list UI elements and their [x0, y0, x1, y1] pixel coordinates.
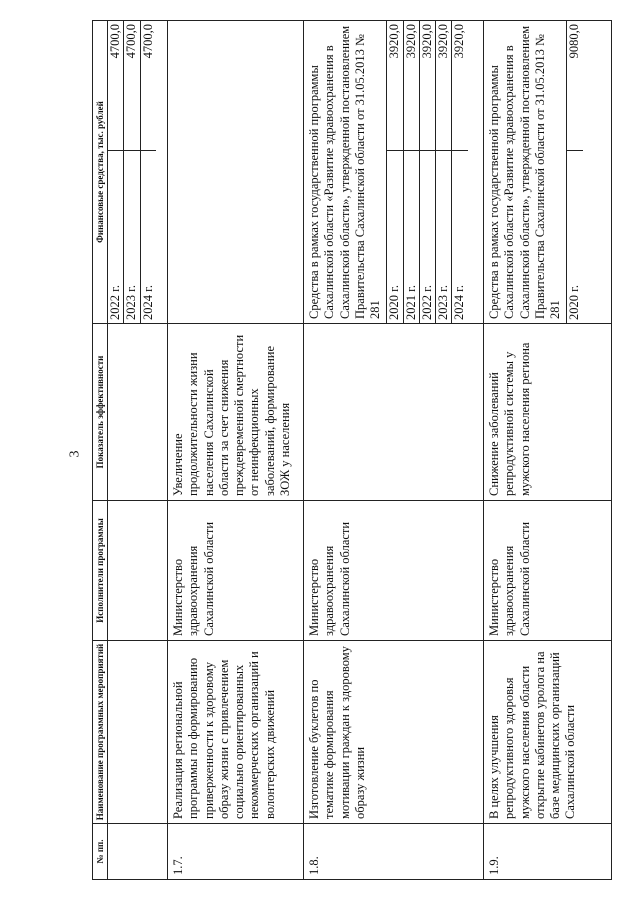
year-amount: 4700,0	[124, 21, 140, 150]
cell-finance	[108, 21, 168, 324]
finance-source-text: Средства в рамках государственной программы Сахалинской области «Развитие здравоохранения в Сахалинской области», утвержденной постановлением Правительства Сахалинской области от 31.05.2013 № 281	[487, 25, 562, 319]
cell-finance	[484, 21, 612, 324]
year-label: 2020 г.	[387, 150, 403, 323]
header-executor: Исполнители программы	[93, 501, 108, 641]
cell-finance	[168, 21, 304, 324]
year-label: 2024 г.	[140, 150, 156, 323]
cell-executor: Министерство здравоохранения Сахалинской области	[304, 501, 484, 641]
finance-year-row	[108, 21, 124, 323]
cell-executor	[108, 501, 168, 641]
year-amount: 3920,0	[387, 24, 402, 59]
table-row	[484, 21, 612, 880]
finance-source-text: Средства в рамках государственной программы Сахалинской области «Развитие здравоохранения в Сахалинской области», утвержденной постановлением Правительства Сахалинской области от 31.05.2013 № 281	[307, 25, 382, 319]
cell-name: В целях улучшения репродуктивного здоровья мужского населения области открытие кабинетов уролога на базе медицинских организаций Сахалинской области	[484, 641, 612, 824]
cell-num: 1.8.	[304, 824, 484, 880]
program-table	[92, 20, 612, 880]
year-amount: 3920,0	[436, 21, 452, 150]
year-amount: 9080,0	[567, 24, 582, 59]
page-number: 3	[67, 450, 83, 458]
header-num: № пп.	[93, 824, 108, 880]
finance-year-row	[436, 21, 452, 323]
finance-years	[566, 21, 582, 323]
year-label: 2023 г.	[436, 150, 452, 323]
cell-num: 1.9.	[484, 824, 612, 880]
year-amount: 4700,0	[108, 24, 122, 59]
cell-finance	[304, 21, 484, 324]
finance-year-row	[452, 21, 468, 323]
finance-year-row	[124, 21, 140, 323]
cell-executor: Министерство здравоохранения Сахалинской области	[484, 501, 612, 641]
cell-indicator: Увеличение продолжительности жизни населения Сахалинской области за счет снижения преждевременной смертности от неинфекционных заболеваний, формирование ЗОЖ у населения	[168, 324, 304, 501]
finance-years	[386, 21, 467, 323]
header-name: Наименование программных мероприятий	[93, 641, 108, 824]
cell-name: Реализация региональной программы по формированию приверженности к здоровому образу жизни с привлечением социально ориентированных некоммерческих организаций и волонтерских движений	[168, 641, 304, 824]
year-label: 2023 г.	[124, 150, 140, 323]
year-label: 2020 г.	[567, 150, 583, 323]
year-amount: 3920,0	[419, 21, 435, 150]
cell-name: Изготовление буклетов по тематике формирования мотивации граждан к здоровому образу жизни	[304, 641, 484, 824]
finance-years	[108, 21, 156, 323]
cell-indicator: Снижение заболеваний репродуктивной системы у мужского населения региона	[484, 324, 612, 501]
table-row	[304, 21, 484, 880]
year-amount: 3920,0	[452, 21, 468, 150]
cell-executor: Министерство здравоохранения Сахалинской области	[168, 501, 304, 641]
header-indicator: Показатель эффективности	[93, 324, 108, 501]
cell-indicator	[108, 324, 168, 501]
cell-num: 1.7.	[168, 824, 304, 880]
finance-year-row	[419, 21, 435, 323]
table-header-row	[93, 21, 108, 880]
year-amount: 4700,0	[140, 21, 156, 150]
cell-num	[108, 824, 168, 880]
finance-year-row	[567, 21, 583, 323]
year-label: 2021 г.	[403, 150, 419, 323]
cell-indicator	[304, 324, 484, 501]
year-label: 2024 г.	[452, 150, 468, 323]
program-table-container	[92, 20, 612, 880]
header-finance: Финансовые средства, тыс. рублей	[93, 21, 108, 324]
cell-name	[108, 641, 168, 824]
year-label: 2022 г.	[419, 150, 435, 323]
table-row-continuation	[108, 21, 168, 880]
year-label: 2022 г.	[108, 150, 124, 323]
finance-year-row	[387, 21, 403, 323]
year-amount: 3920,0	[403, 21, 419, 150]
table-row	[168, 21, 304, 880]
finance-year-row	[403, 21, 419, 323]
finance-year-row	[140, 21, 156, 323]
